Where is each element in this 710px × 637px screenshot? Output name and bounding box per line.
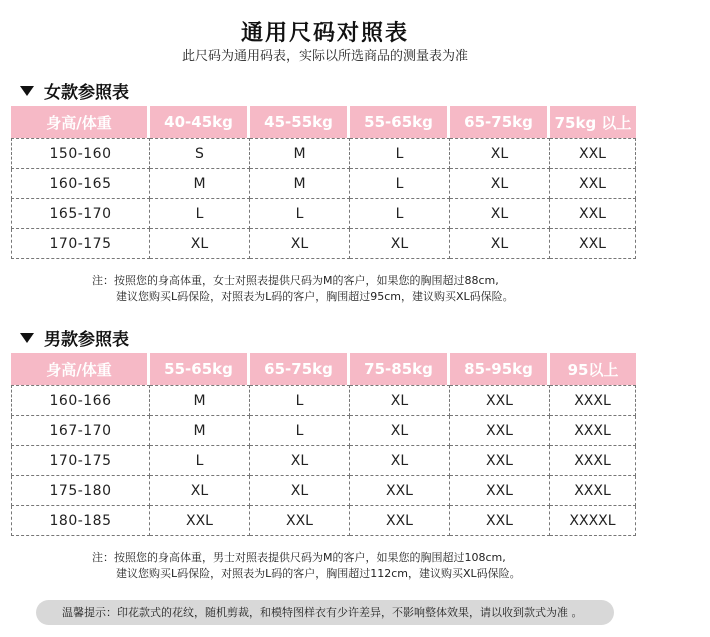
size-cell: L bbox=[250, 385, 350, 416]
men-note-line2: 建议您购买L码保险，对照表为L码的客户，胸围超过112cm，建议购买XL码保险。 bbox=[116, 567, 521, 580]
size-cell: XXL bbox=[550, 229, 636, 259]
table-row bbox=[11, 416, 636, 446]
size-cell: XXL bbox=[350, 476, 450, 506]
page-title: 通用尺码对照表 bbox=[240, 21, 409, 46]
header-cell: 40-45kg bbox=[150, 106, 250, 138]
size-cell: L bbox=[150, 199, 250, 229]
size-cell: XL bbox=[350, 385, 450, 416]
size-cell: XXL bbox=[350, 506, 450, 536]
size-cell: XXL bbox=[450, 446, 550, 476]
table-row bbox=[11, 138, 636, 169]
height-cell: 170-175 bbox=[11, 446, 150, 476]
table-row bbox=[11, 506, 636, 536]
size-cell: XXXL bbox=[550, 385, 636, 416]
size-cell: M bbox=[150, 385, 250, 416]
size-cell: XXL bbox=[550, 169, 636, 199]
header-cell: 95以上 bbox=[550, 353, 636, 385]
size-cell: XL bbox=[350, 229, 450, 259]
size-cell: XL bbox=[450, 199, 550, 229]
size-cell: L bbox=[250, 199, 350, 229]
table-header-row bbox=[11, 353, 636, 385]
size-cell: XL bbox=[150, 476, 250, 506]
height-cell: 160-165 bbox=[11, 169, 150, 199]
size-cell: XL bbox=[350, 446, 450, 476]
women-heading-label: 女款参照表 bbox=[44, 83, 129, 103]
table-row bbox=[11, 446, 636, 476]
women-note bbox=[92, 273, 514, 305]
women-note-line2: 建议您购买L码保险，对照表为L码的客户，胸围超过95cm，建议购买XL码保险。 bbox=[116, 290, 514, 303]
size-cell: XXXL bbox=[550, 476, 636, 506]
header-cell: 55-65kg bbox=[150, 353, 250, 385]
size-cell: S bbox=[150, 138, 250, 169]
women-note-line1: 注：按照您的身高体重，女士对照表提供尺码为M的客户，如果您的胸围超过88cm, bbox=[92, 274, 499, 287]
header-cell: 75-85kg bbox=[350, 353, 450, 385]
size-cell: XL bbox=[250, 446, 350, 476]
table-row bbox=[11, 169, 636, 199]
table-row bbox=[11, 385, 636, 416]
height-cell: 150-160 bbox=[11, 138, 150, 169]
size-cell: M bbox=[150, 416, 250, 446]
height-cell: 170-175 bbox=[11, 229, 150, 259]
triangle-down-icon bbox=[20, 86, 34, 96]
size-cell: L bbox=[250, 416, 350, 446]
header-cell: 65-75kg bbox=[450, 106, 550, 138]
header-cell: 75kg 以上 bbox=[550, 106, 636, 138]
tip-banner: 温馨提示：印花款式的花纹，随机剪裁，和模特图样衣有少许差异，不影响整体效果，请以收到款式为准 。 bbox=[36, 600, 614, 625]
size-cell: XL bbox=[250, 476, 350, 506]
size-cell: XL bbox=[250, 229, 350, 259]
height-cell: 167-170 bbox=[11, 416, 150, 446]
men-note bbox=[92, 550, 521, 582]
size-cell: XL bbox=[150, 229, 250, 259]
women-section-heading bbox=[20, 78, 129, 103]
header-cell: 45-55kg bbox=[250, 106, 350, 138]
header-cell: 身高/体重 bbox=[11, 353, 150, 385]
size-cell: XXL bbox=[150, 506, 250, 536]
triangle-down-icon bbox=[20, 333, 34, 343]
size-cell: XL bbox=[450, 169, 550, 199]
height-cell: 160-166 bbox=[11, 385, 150, 416]
size-cell: L bbox=[350, 199, 450, 229]
header-cell: 85-95kg bbox=[450, 353, 550, 385]
men-note-line1: 注：按照您的身高体重，男士对照表提供尺码为M的客户，如果您的胸围超过108cm, bbox=[92, 551, 506, 564]
size-cell: XXXXL bbox=[550, 506, 636, 536]
size-cell: XXL bbox=[450, 385, 550, 416]
size-cell: M bbox=[150, 169, 250, 199]
size-cell: L bbox=[150, 446, 250, 476]
women-size-table bbox=[11, 106, 636, 259]
table-row bbox=[11, 199, 636, 229]
table-row bbox=[11, 476, 636, 506]
size-cell: XL bbox=[350, 416, 450, 446]
size-cell: XXXL bbox=[550, 446, 636, 476]
size-cell: XXL bbox=[550, 138, 636, 169]
header-cell: 65-75kg bbox=[250, 353, 350, 385]
size-cell: M bbox=[250, 138, 350, 169]
size-cell: XXXL bbox=[550, 416, 636, 446]
height-cell: 165-170 bbox=[11, 199, 150, 229]
size-cell: XL bbox=[450, 229, 550, 259]
height-cell: 175-180 bbox=[11, 476, 150, 506]
size-cell: XXL bbox=[450, 416, 550, 446]
size-cell: XXL bbox=[550, 199, 636, 229]
size-cell: L bbox=[350, 169, 450, 199]
size-cell: XXL bbox=[450, 506, 550, 536]
men-size-table bbox=[11, 353, 636, 536]
table-header-row bbox=[11, 106, 636, 138]
size-cell: XXL bbox=[250, 506, 350, 536]
size-cell: M bbox=[250, 169, 350, 199]
header-cell: 55-65kg bbox=[350, 106, 450, 138]
header-cell: 身高/体重 bbox=[11, 106, 150, 138]
size-cell: XXL bbox=[450, 476, 550, 506]
height-cell: 180-185 bbox=[11, 506, 150, 536]
men-heading-label: 男款参照表 bbox=[44, 330, 129, 350]
size-cell: XL bbox=[450, 138, 550, 169]
page-subtitle: 此尺码为通用码表，实际以所选商品的测量表为准 bbox=[181, 49, 468, 64]
men-section-heading bbox=[20, 325, 129, 350]
table-row bbox=[11, 229, 636, 259]
size-cell: L bbox=[350, 138, 450, 169]
